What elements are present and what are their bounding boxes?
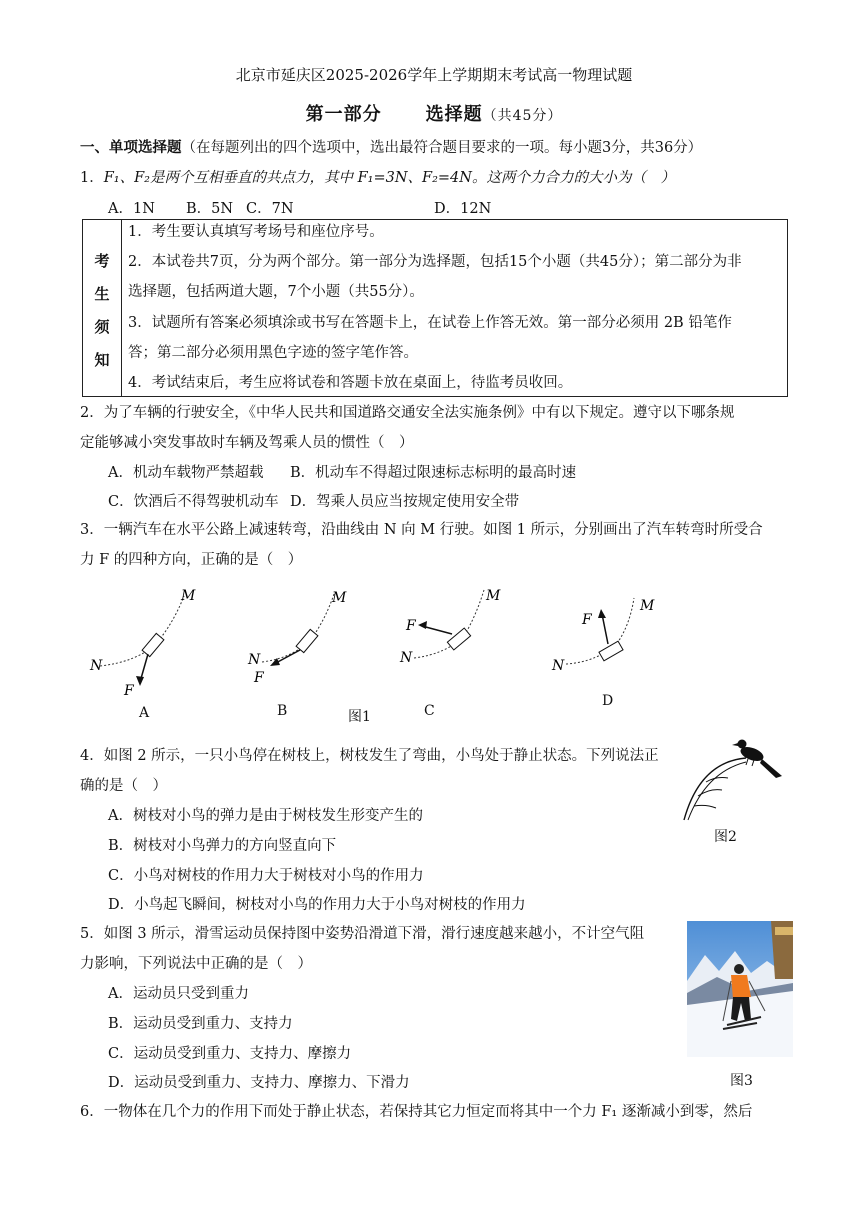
q5-option-a: A．运动员只受到重力 bbox=[108, 986, 249, 1002]
paper-title: 北京市延庆区2025-2026学年上学期期末考试高一物理试题 bbox=[235, 66, 633, 84]
notice-label-char: 生 bbox=[94, 285, 110, 303]
q1-option-a: A．1N bbox=[108, 201, 155, 217]
figure-1-panel-d bbox=[550, 592, 670, 678]
figure-3-skier-photo bbox=[687, 921, 793, 1057]
q4-option-d: D．小鸟起飞瞬间，树枝对小鸟的作用力大于小鸟对树枝的作用力 bbox=[108, 897, 526, 913]
notice-line-5: 答；第二部分必须用黑色字迹的签字笔作答。 bbox=[128, 345, 418, 361]
q4-stem-line2: 确的是（ ） bbox=[80, 778, 167, 794]
q2-stem-line1: 2．为了车辆的行驶安全，《中华人民共和国道路交通安全法实施条例》中有以下规定。遵守以下哪条规 bbox=[80, 405, 735, 421]
notice-line-2: 2．本试卷共7页，分为两个部分。第一部分为选择题，包括15个小题（共45分）；第二部分为非 bbox=[128, 254, 742, 270]
figure-1-label-d: D bbox=[602, 693, 614, 709]
q1-option-d: D．12N bbox=[434, 201, 492, 217]
figure-1-label-a: A bbox=[139, 705, 150, 721]
label-n: N bbox=[552, 658, 565, 674]
notice-label-char: 考 bbox=[94, 252, 110, 270]
notice-line-1: 1．考生要认真填写考场号和座位序号。 bbox=[128, 224, 384, 240]
label-m: M bbox=[640, 598, 655, 614]
q3-stem-line2: 力 F 的四种方向，正确的是（ ） bbox=[80, 552, 303, 568]
notice-line-4: 3．试题所有答案必须填涂或书写在答题卡上，在试卷上作答无效。第一部分必须用 2B 铅笔作 bbox=[128, 315, 732, 331]
q5-stem-line1: 5．如图 3 所示，滑雪运动员保持图中姿势沿滑道下滑，滑行速度越来越小，不计空气阻 bbox=[80, 926, 645, 942]
q5-option-c: C．运动员受到重力、支持力、摩擦力 bbox=[108, 1046, 352, 1062]
part-label: 第一部分 bbox=[305, 104, 382, 125]
q5-option-d: D．运动员受到重力、支持力、摩擦力、下滑力 bbox=[108, 1075, 410, 1091]
q2-stem-line2: 定能够减小突发事故时车辆及驾乘人员的惯性（ ） bbox=[80, 435, 414, 451]
label-m: M bbox=[332, 590, 347, 606]
q3-stem-line1: 3．一辆汽车在水平公路上减速转弯，沿曲线由 N 向 M 行驶。如图 1 所示，分别画出了汽车转弯时所受合 bbox=[80, 522, 763, 538]
q4-stem-line1: 4．如图 2 所示，一只小鸟停在树枝上，树枝发生了弯曲，小鸟处于静止状态。下列说法正 bbox=[80, 748, 659, 764]
section-title: 一、单项选择题 bbox=[80, 139, 182, 156]
notice-label-char: 须 bbox=[94, 318, 110, 336]
q5-option-b: B．运动员受到重力、支持力 bbox=[108, 1016, 293, 1032]
q4-option-b: B．树枝对小鸟弹力的方向竖直向下 bbox=[108, 838, 337, 854]
q1-text: F₁、F₂是两个互相垂直的共点力，其中 F₁=3N、F₂=4N。这两个力合力的大小为（ ） bbox=[103, 170, 675, 186]
figure-2-bird-branch bbox=[676, 732, 792, 824]
label-n: N bbox=[248, 652, 261, 668]
label-f: F bbox=[406, 618, 416, 634]
label-n: N bbox=[90, 658, 103, 674]
part-name: 选择题 bbox=[425, 104, 483, 125]
q1-option-c: C．7N bbox=[246, 201, 294, 217]
q4-option-c: C．小鸟对树枝的作用力大于树枝对小鸟的作用力 bbox=[108, 868, 424, 884]
figure-1-panel-b bbox=[246, 586, 356, 698]
notice-label-char: 知 bbox=[94, 351, 110, 369]
notice-label bbox=[83, 220, 122, 396]
q1-number: 1． bbox=[80, 170, 104, 186]
figure-1-caption: 图1 bbox=[348, 709, 371, 725]
section-heading bbox=[80, 136, 702, 157]
label-f: F bbox=[582, 612, 592, 628]
part-score-note: （共45分） bbox=[482, 108, 563, 124]
label-m: M bbox=[181, 588, 196, 604]
q2-option-a: A．机动车载物严禁超载 bbox=[108, 465, 264, 481]
figure-2-caption: 图2 bbox=[714, 829, 737, 845]
label-m: M bbox=[486, 588, 501, 604]
figure-1-panel-c bbox=[396, 584, 516, 674]
q1-option-b: B．5N bbox=[186, 201, 234, 217]
q2-option-b: B．机动车不得超过限速标志标明的最高时速 bbox=[290, 465, 577, 481]
figure-1-label-b: B bbox=[277, 703, 288, 719]
label-f: F bbox=[124, 683, 134, 698]
q4-option-a: A．树枝对小鸟的弹力是由于树枝发生形变产生的 bbox=[108, 808, 423, 824]
q5-stem-line2: 力影响，下列说法中正确的是（ ） bbox=[80, 956, 312, 972]
part-heading bbox=[0, 100, 868, 126]
q6-stem-line1: 6．一物体在几个力的作用下而处于静止状态，若保持其它力恒定而将其中一个力 F₁ 逐渐减小到零，然后 bbox=[80, 1104, 753, 1120]
label-f: F bbox=[254, 670, 264, 686]
q2-option-d: D．驾乘人员应当按规定使用安全带 bbox=[290, 494, 520, 510]
section-instruction: （在每题列出的四个选项中，选出最符合题目要求的一项。每小题3分，共36分） bbox=[181, 140, 703, 156]
figure-3-caption: 图3 bbox=[730, 1073, 753, 1089]
figure-1-panel-a bbox=[86, 586, 216, 698]
label-n: N bbox=[400, 650, 413, 666]
figure-1-label-c: C bbox=[424, 703, 435, 719]
q2-option-c: C．饮酒后不得驾驶机动车 bbox=[108, 494, 279, 510]
notice-line-6: 4．考试结束后，考生应将试卷和答题卡放在桌面上，待监考员收回。 bbox=[128, 375, 573, 391]
q1-stem bbox=[80, 166, 675, 187]
notice-line-3: 选择题，包括两道大题，7个小题（共55分）。 bbox=[128, 284, 424, 300]
